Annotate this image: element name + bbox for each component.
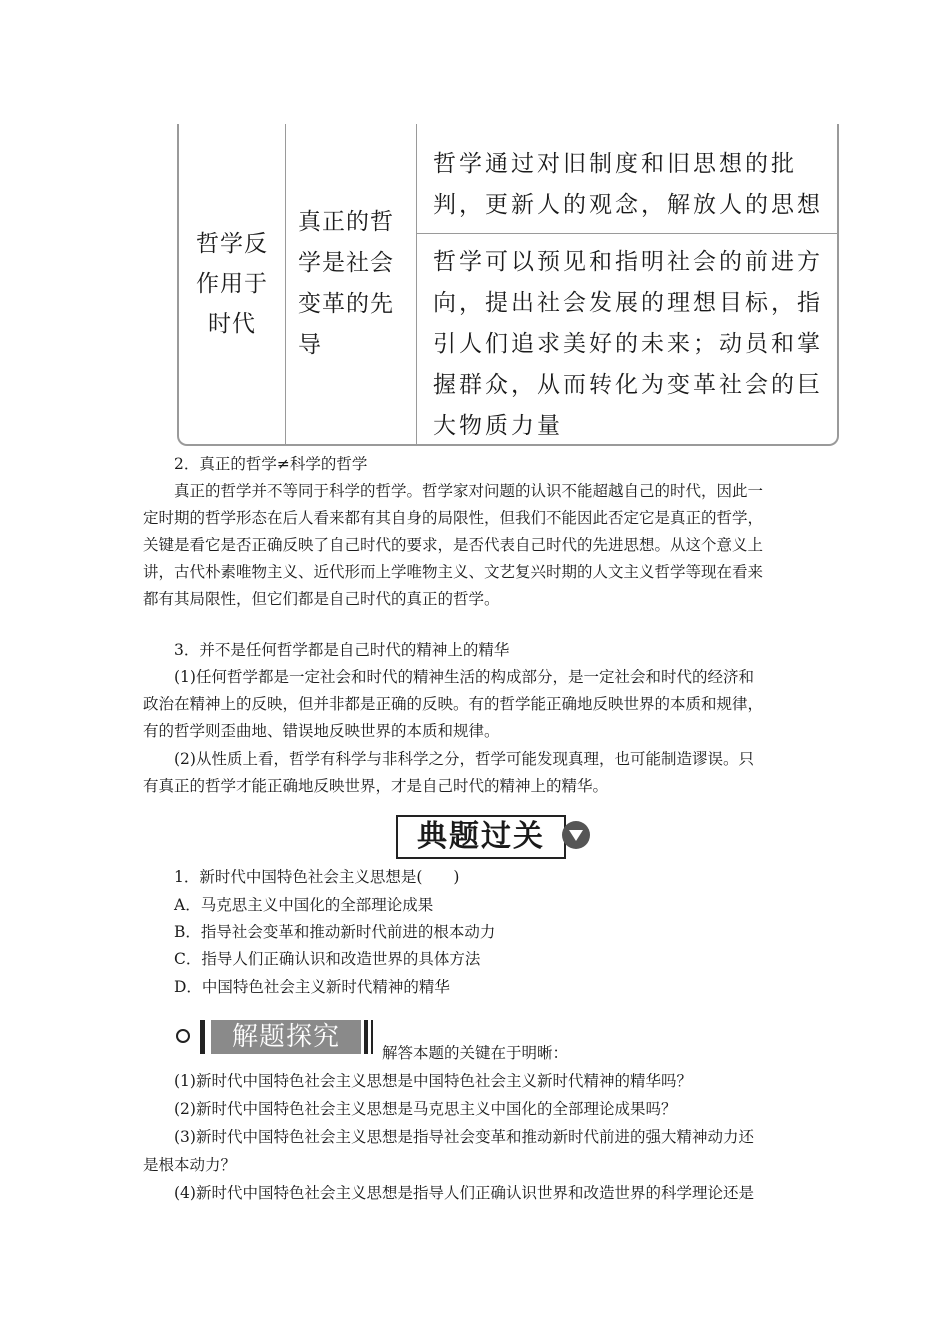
question-stem: 1．新时代中国特色社会主义思想是( ) bbox=[174, 868, 460, 886]
section2-line: 讲，古代朴素唯物主义、近代形而上学唯物主义、文艺复兴时期的人文主义哲学等现在看来 bbox=[143, 563, 764, 581]
explore-label: 解题探究 bbox=[211, 1020, 361, 1054]
table-cell-row1 bbox=[417, 124, 837, 234]
section3-line: 有的哲学则歪曲地、错误地反映世界的本质和规律。 bbox=[143, 722, 500, 740]
explore-label-banner bbox=[174, 1016, 374, 1058]
triangle-down-icon bbox=[562, 821, 590, 849]
divider-bar bbox=[364, 1020, 368, 1054]
option-b: B．指导社会变革和推动新时代前进的根本动力 bbox=[174, 923, 496, 941]
section3-line: 有真正的哲学才能正确地反映世界，才是自己时代的精神上的精华。 bbox=[143, 777, 609, 795]
section3-line: 政治在精神上的反映，但并非都是正确的反映。有的哲学能正确地反映世界的本质和规律， bbox=[143, 695, 764, 713]
option-d: D．中国特色社会主义新时代精神的精华 bbox=[174, 978, 450, 996]
explore-line: 是根本动力？ bbox=[143, 1156, 237, 1174]
divider-bar bbox=[371, 1020, 373, 1054]
divider-bar bbox=[200, 1020, 205, 1054]
section3-title: 3．并不是任何哲学都是自己时代的精神上的精华 bbox=[174, 641, 510, 659]
section2-line: 关键是看它是否正确反映了自己时代的要求，是否代表自己时代的先进思想。从这个意义上 bbox=[143, 536, 764, 554]
option-a: A．马克思主义中国化的全部理论成果 bbox=[174, 896, 434, 914]
row1-text: 哲学通过对旧制度和旧思想的批判，更新人的观念，解放人的思想 bbox=[433, 151, 823, 218]
option-c: C．指导人们正确认识和改造世界的具体方法 bbox=[174, 950, 481, 968]
section2-title: 2．真正的哲学≠科学的哲学 bbox=[174, 455, 368, 473]
subcategory-text: 真正的哲学是社会变革的先导 bbox=[298, 209, 394, 358]
explore-intro: 解答本题的关键在于明晰： bbox=[382, 1044, 569, 1062]
category-text: 哲学反作用于时代 bbox=[196, 231, 268, 337]
table-cell-subcategory bbox=[286, 124, 417, 444]
section2-line: 定时期的哲学形态在后人看来都有其自身的局限性，但我们不能因此否定它是真正的哲学， bbox=[143, 509, 764, 527]
section-heading-banner bbox=[396, 813, 592, 863]
section-heading: 典题过关 bbox=[396, 815, 566, 859]
section3-line: (2)从性质上看，哲学有科学与非科学之分，哲学可能发现真理，也可能制造谬误。只 bbox=[174, 750, 754, 768]
table-cell-row2 bbox=[417, 234, 837, 444]
concept-table bbox=[177, 124, 839, 446]
section2-line: 都有其局限性，但它们都是自己时代的真正的哲学。 bbox=[143, 590, 500, 608]
row2-text: 哲学可以预见和指明社会的前进方向，提出社会发展的理想目标，指引人们追求美好的未来；动员和掌握群众，从而转化为变革社会的巨大物质力量 bbox=[433, 249, 823, 439]
circle-icon bbox=[176, 1029, 190, 1043]
explore-line: (2)新时代中国特色社会主义思想是马克思主义中国化的全部理论成果吗？ bbox=[174, 1100, 677, 1118]
section2-line: 真正的哲学并不等同于科学的哲学。哲学家对问题的认识不能超越自己的时代，因此一 bbox=[174, 482, 764, 500]
explore-line: (3)新时代中国特色社会主义思想是指导社会变革和推动新时代前进的强大精神动力还 bbox=[174, 1128, 754, 1146]
table-cell-category bbox=[179, 124, 286, 444]
section3-line: (1)任何哲学都是一定社会和时代的精神生活的构成部分，是一定社会和时代的经济和 bbox=[174, 668, 754, 686]
explore-line: (1)新时代中国特色社会主义思想是中国特色社会主义新时代精神的精华吗？ bbox=[174, 1072, 692, 1090]
explore-line: (4)新时代中国特色社会主义思想是指导人们正确认识世界和改造世界的科学理论还是 bbox=[174, 1184, 754, 1202]
